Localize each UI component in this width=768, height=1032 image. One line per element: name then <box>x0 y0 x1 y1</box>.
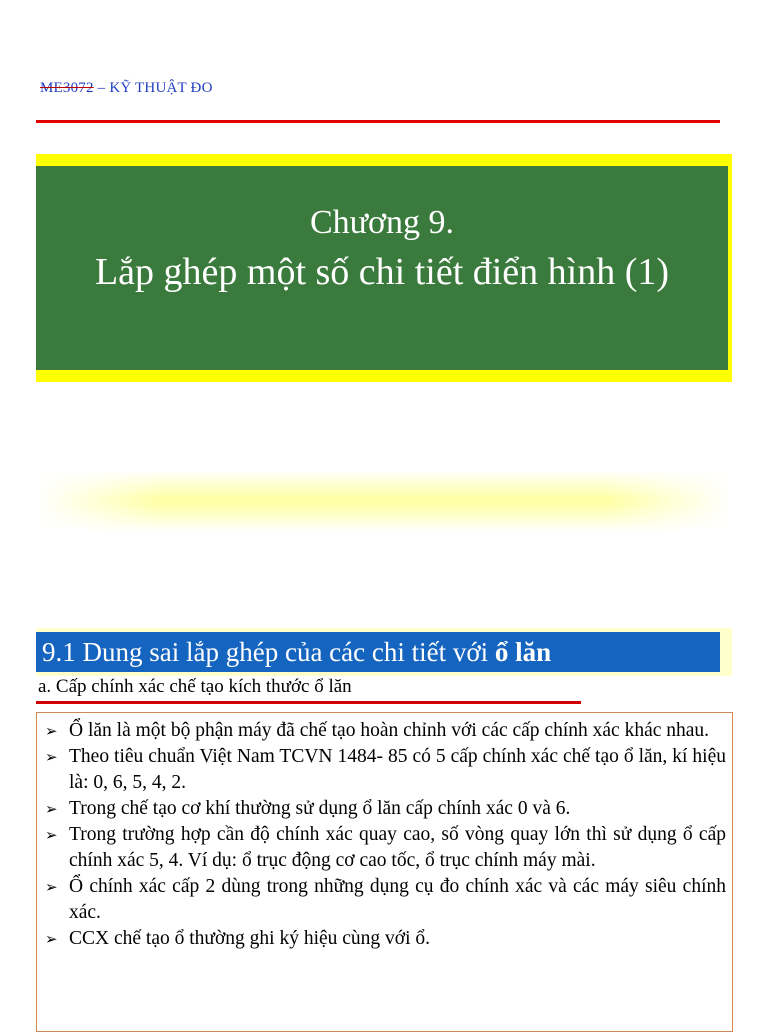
list-item-text: CCX chế tạo ổ thường ghi ký hiệu cùng với ổ. <box>69 928 431 949</box>
chapter-title-panel <box>36 166 728 370</box>
chapter-title-frame <box>36 154 732 382</box>
arrow-bullet-icon: ➢ <box>45 826 58 844</box>
course-code: ME3072 <box>40 80 94 96</box>
course-header <box>40 80 213 97</box>
chapter-title: Lắp ghép một số chi tiết điển hình (1) <box>94 251 670 293</box>
list-item <box>45 926 726 952</box>
section-heading <box>36 632 720 672</box>
subsection-underline <box>36 701 581 704</box>
list-item-text: Trong trường hợp cần độ chính xác quay cao, số vòng quay lớn thì sử dụng ổ cấp chính xác 5, 4. Ví dụ: ổ trục động cơ cao tốc, ổ trục chính máy mài. <box>69 824 726 871</box>
chapter-number: Chương 9. <box>309 204 455 241</box>
header-separator: – <box>93 80 110 96</box>
arrow-bullet-icon: ➢ <box>45 748 58 766</box>
subsection-heading: a. Cấp chính xác chế tạo kích thước ổ lăn <box>38 676 352 697</box>
section-heading-text: 9.1 Dung sai lắp ghép của các chi tiết với <box>42 637 495 667</box>
list-item-text: Ổ lăn là một bộ phận máy đã chế tạo hoàn chỉnh với các cấp chính xác khác nhau. <box>69 720 710 741</box>
list-item <box>45 874 726 926</box>
section-heading-frame <box>36 628 732 676</box>
list-item <box>45 718 726 744</box>
arrow-bullet-icon: ➢ <box>45 930 58 948</box>
list-item-text: Theo tiêu chuẩn Việt Nam TCVN 1484- 85 có 5 cấp chính xác chế tạo ổ lăn, kí hiệu là: 0, 6, 5, 4, 2. <box>69 746 726 793</box>
list-item <box>45 744 726 796</box>
bullet-list <box>37 713 732 952</box>
arrow-bullet-icon: ➢ <box>45 878 58 896</box>
section-heading-bold: ổ lăn <box>494 637 552 667</box>
content-box <box>36 712 733 1032</box>
list-item <box>45 822 726 874</box>
list-item <box>45 796 726 822</box>
arrow-bullet-icon: ➢ <box>45 800 58 818</box>
list-item-text: Trong chế tạo cơ khí thường sử dụng ổ lăn cấp chính xác 0 và 6. <box>69 798 571 819</box>
list-item-text: Ổ chính xác cấp 2 dùng trong những dụng cụ đo chính xác và các máy siêu chính xác. <box>69 876 726 923</box>
decorative-glow-band <box>36 470 732 532</box>
course-name: KỸ THUẬT ĐO <box>109 80 213 96</box>
arrow-bullet-icon: ➢ <box>45 722 58 740</box>
header-divider <box>36 120 720 123</box>
